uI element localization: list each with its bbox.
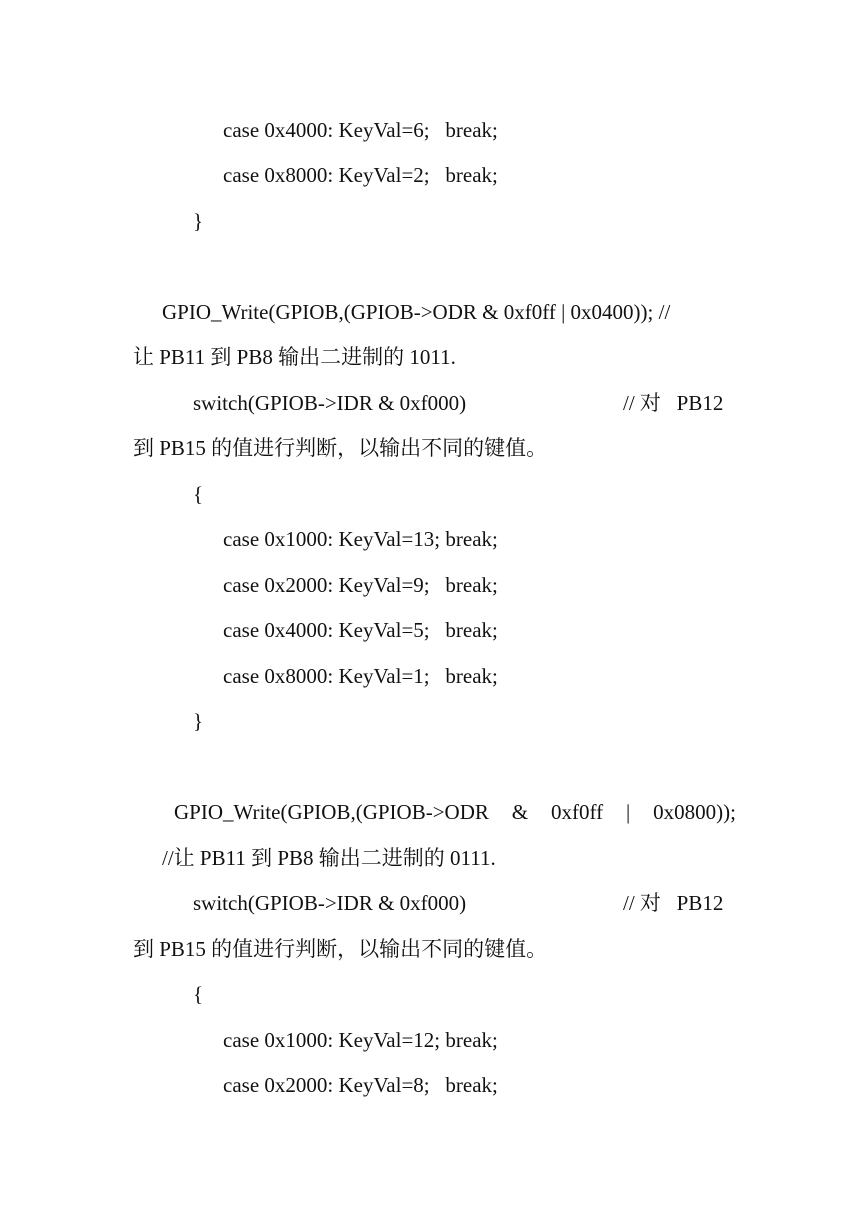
code-line-case-2000-keyval-9: case 0x2000: KeyVal=9; break; [223,573,498,597]
code-token: GPIO_Write(GPIOB,(GPIOB->ODR [174,800,489,824]
comment-fragment-pb12: // 对 PB12 [623,391,724,415]
code-line-case-8000-keyval-2: case 0x8000: KeyVal=2; break; [223,163,498,187]
comment-line-pb15-judge: 到 PB15 的值进行判断，以输出不同的键值。 [133,436,548,460]
comment-fragment-pb12: // 对 PB12 [623,891,724,915]
comment-line-pb11-pb8-0111: //让 PB11 到 PB8 输出二进制的 0111. [162,846,496,870]
code-line-switch-idr: switch(GPIOB->IDR & 0xf000) [193,891,467,915]
code-line-case-2000-keyval-8: case 0x2000: KeyVal=8; break; [223,1073,498,1097]
code-line-close-brace: } [193,709,204,733]
code-line-case-8000-keyval-1: case 0x8000: KeyVal=1; break; [223,664,498,688]
comment-line-pb11-pb8-1011: 让 PB11 到 PB8 输出二进制的 1011. [133,345,456,369]
code-line-gpio-write-0400: GPIO_Write(GPIOB,(GPIOB->ODR & 0xf0ff | 0x0400)); // [162,300,671,324]
code-line-case-1000-keyval-13: case 0x1000: KeyVal=13; break; [223,527,498,551]
code-line-case-4000-keyval-6: case 0x4000: KeyVal=6; break; [223,118,498,142]
comment-line-pb15-judge: 到 PB15 的值进行判断，以输出不同的键值。 [133,937,548,961]
code-token: & [511,800,529,824]
code-line-switch-idr: switch(GPIOB->IDR & 0xf000) [193,391,467,415]
code-token: 0xf0ff [551,800,604,824]
code-line-close-brace: } [193,209,204,233]
code-token: | [626,800,631,824]
code-line-case-1000-keyval-12: case 0x1000: KeyVal=12; break; [223,1028,498,1052]
code-line-gpio-write-0800 [174,799,736,825]
code-line-open-brace: { [193,482,204,506]
code-line-open-brace: { [193,982,204,1006]
code-token: 0x0800)); [653,800,736,824]
code-line-case-4000-keyval-5: case 0x4000: KeyVal=5; break; [223,618,498,642]
